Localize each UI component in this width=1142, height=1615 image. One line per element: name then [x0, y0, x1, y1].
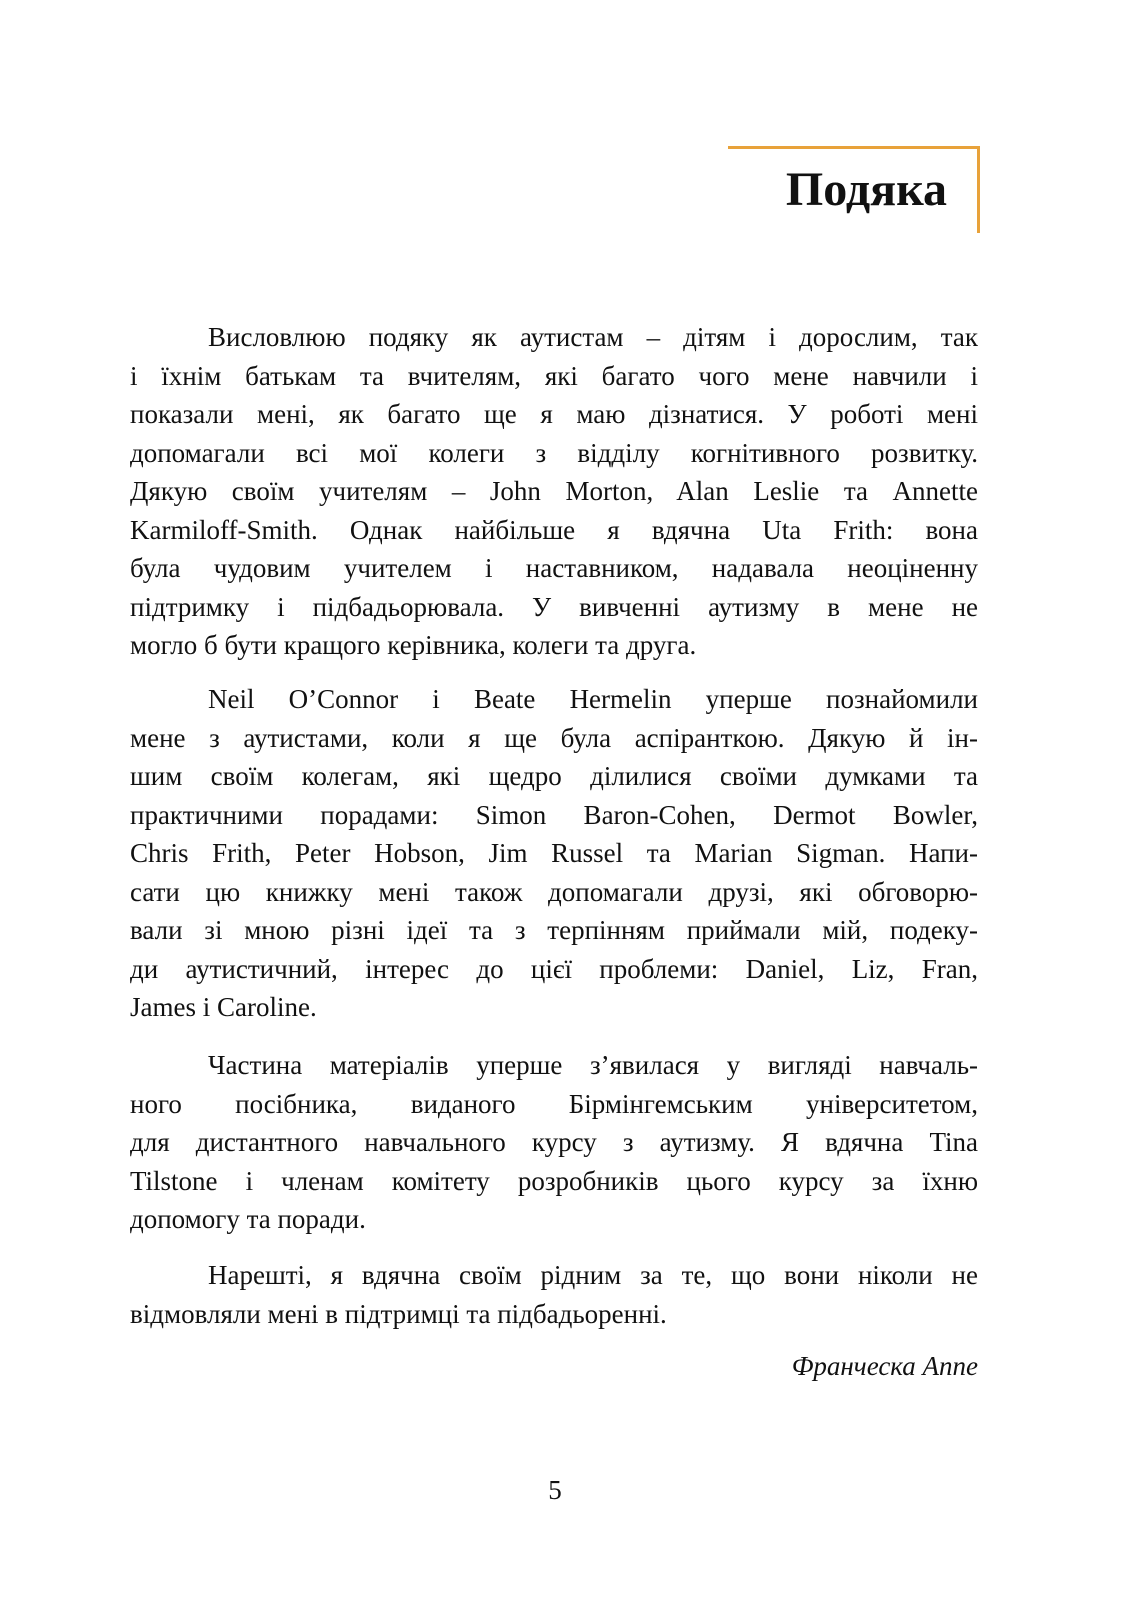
text-line: для дистантного навчального курсу з аутизму. Я вдячна Tina [130, 1127, 978, 1157]
text-line: Нарешті, я вдячна своїм рідним за те, що вони ніколи не [208, 1260, 978, 1290]
paragraph-1 [130, 318, 978, 665]
text-line: Частина матеріалів уперше з’явилася у вигляді навчаль- [208, 1050, 978, 1080]
page-number: 5 [548, 1475, 562, 1505]
text-line: James і Caroline. [130, 992, 317, 1022]
text-line: показали мені, як багато ще я маю дізнатися. У роботі мені [130, 399, 978, 429]
text-line: могло б бути кращого керівника, колеги та друга. [130, 630, 697, 660]
paragraph-4 [130, 1256, 978, 1333]
text-line: була чудовим учителем і наставником, надавала неоціненну [130, 553, 978, 583]
paragraph-3 [130, 1046, 978, 1239]
text-line: ного посібника, виданого Бірмінгемським університетом, [130, 1088, 978, 1119]
signature: Франческа Аппе [791, 1351, 978, 1381]
text-line: мене з аутистами, коли я ще була аспіранткою. Дякую й ін- [130, 722, 978, 753]
text-line: підтримку і підбадьорювала. У вивченні аутизму в мене не [130, 591, 978, 622]
text-line: Дякую своїм учителям – John Morton, Alan Leslie та Annette [130, 476, 978, 506]
text-line: ди аутистичний, інтерес до цієї проблеми: Daniel, Liz, Fran, [130, 953, 978, 984]
text-line: Neil O’Connor і Beate Hermelin уперше познайомили [208, 684, 978, 714]
text-line: допомагали всі мої колеги з відділу когнітивного розвитку. [130, 437, 978, 468]
heading-bracket-side [977, 146, 980, 233]
text-line: Karmiloff-Smith. Однак найбільше я вдячна Uta Frith: вона [130, 514, 978, 545]
text-line: і їхнім батькам та вчителям, які багато чого мене навчили і [130, 360, 978, 391]
paragraph-2 [130, 680, 978, 1027]
text-line: Chris Frith, Peter Hobson, Jim Russel та Marian Sigman. Напи- [130, 838, 978, 868]
text-line: практичними порадами: Simon Baron-Cohen, Dermot Bowler, [130, 799, 978, 830]
text-line: відмовляли мені в підтримці та підбадьоренні. [130, 1298, 667, 1329]
text-line: шим своїм колегам, які щедро ділилися своїми думками та [130, 761, 978, 791]
text-line: вали зі мною різні ідеї та з терпінням приймали мій, подеку- [130, 915, 978, 945]
heading-bracket-top [728, 146, 980, 149]
text-line: допомогу та поради. [130, 1204, 366, 1234]
text-line: Tilstone і членам комітету розробників цього курсу за їхню [130, 1165, 978, 1196]
text-line: сати цю книжку мені також допомагали друзі, які обговорю- [130, 876, 978, 907]
text-line: Висловлюю подяку як аутистам – дітям і дорослим, так [208, 322, 978, 352]
page-title: Подяка [785, 163, 947, 216]
